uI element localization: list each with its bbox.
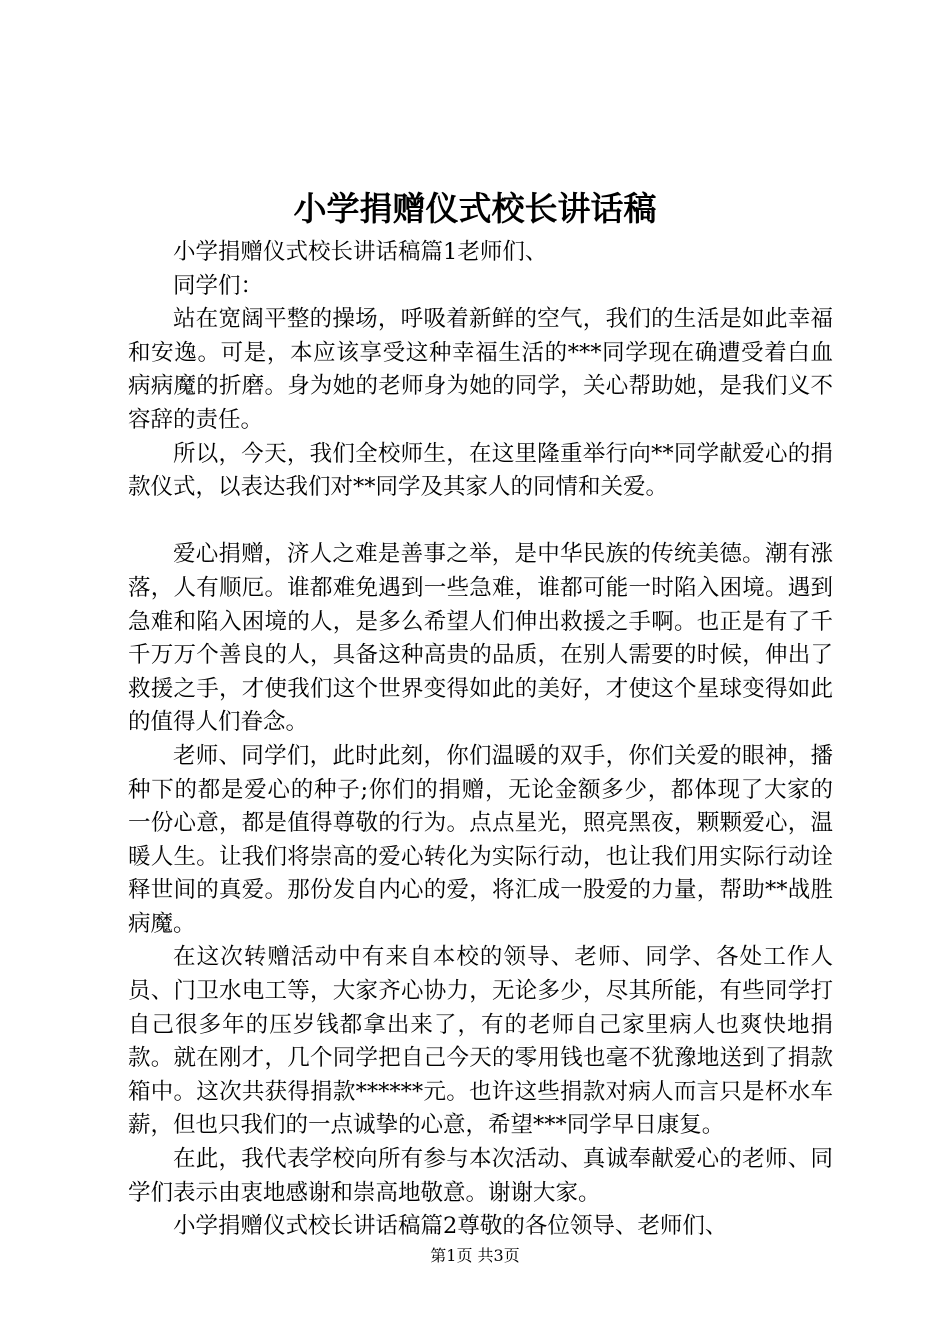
- paragraph: 在此，我代表学校向所有参与本次活动、真诚奉献爱心的老师、同学们表示由衷地感谢和崇高地敬意。谢谢大家。: [128, 1146, 833, 1206]
- page-number-footer: 第1页 共3页: [430, 1246, 520, 1265]
- paragraph: 站在宽阔平整的操场，呼吸着新鲜的空气，我们的生活是如此幸福和安逸。可是，本应该享受这种幸福生活的***同学现在确遭受着白血病病魔的折磨。身为她的老师身为她的同学，关心帮助她，是我们义不容辞的责任。: [128, 306, 833, 433]
- document-title: 小学捐赠仪式校长讲话稿: [293, 189, 657, 228]
- paragraph: 在这次转赠活动中有来自本校的领导、老师、同学、各处工作人员、门卫水电工等，大家齐心协力，无论多少，尽其所能，有些同学打自己很多年的压岁钱都拿出来了，有的老师自己家里病人也爽快地捐款。就在刚才，几个同学把自己今天的零用钱也毫不犹豫地送到了捐款箱中。这次共获得捐款******元。也许这些捐款对病人而言只是杯水车薪，但也只我们的一点诚挚的心意，希望***同学早日康复。: [128, 944, 833, 1139]
- paragraph: 同学们：: [173, 272, 264, 299]
- paragraph: 所以，今天，我们全校师生，在这里隆重举行向**同学献爱心的捐款仪式，以表达我们对**同学及其家人的同情和关爱。: [128, 440, 833, 501]
- document-body: [128, 236, 833, 1244]
- paragraph: 小学捐赠仪式校长讲话稿篇2尊敬的各位领导、老师们、: [173, 1213, 728, 1240]
- paragraph: 老师、同学们，此时此刻，你们温暖的双手，你们关爱的眼神，播种下的都是爱心的种子;你们的捐赠，无论金额多少，都体现了大家的一份心意，都是值得尊敬的行为。点点星光，照亮黑夜，颗颗爱心，温暖人生。让我们将崇高的爱心转化为实际行动，也让我们用实际行动诠释世间的真爱。那份发自内心的爱，将汇成一股爱的力量，帮助**战胜病魔。: [128, 742, 833, 937]
- paragraph: 爱心捐赠，济人之难是善事之举，是中华民族的传统美德。潮有涨落，人有顺厄。谁都难免遇到一些急难，谁都可能一时陷入困境。遇到急难和陷入困境的人，是多么希望人们伸出救援之手啊。也正是有了千千万万个善良的人，具备这种高贵的品质，在别人需要的时候，伸出了救援之手，才使我们这个世界变得如此的美好，才使这个星球变得如此的值得人们眷念。: [128, 541, 833, 736]
- paragraph: 小学捐赠仪式校长讲话稿篇1老师们、: [173, 239, 548, 265]
